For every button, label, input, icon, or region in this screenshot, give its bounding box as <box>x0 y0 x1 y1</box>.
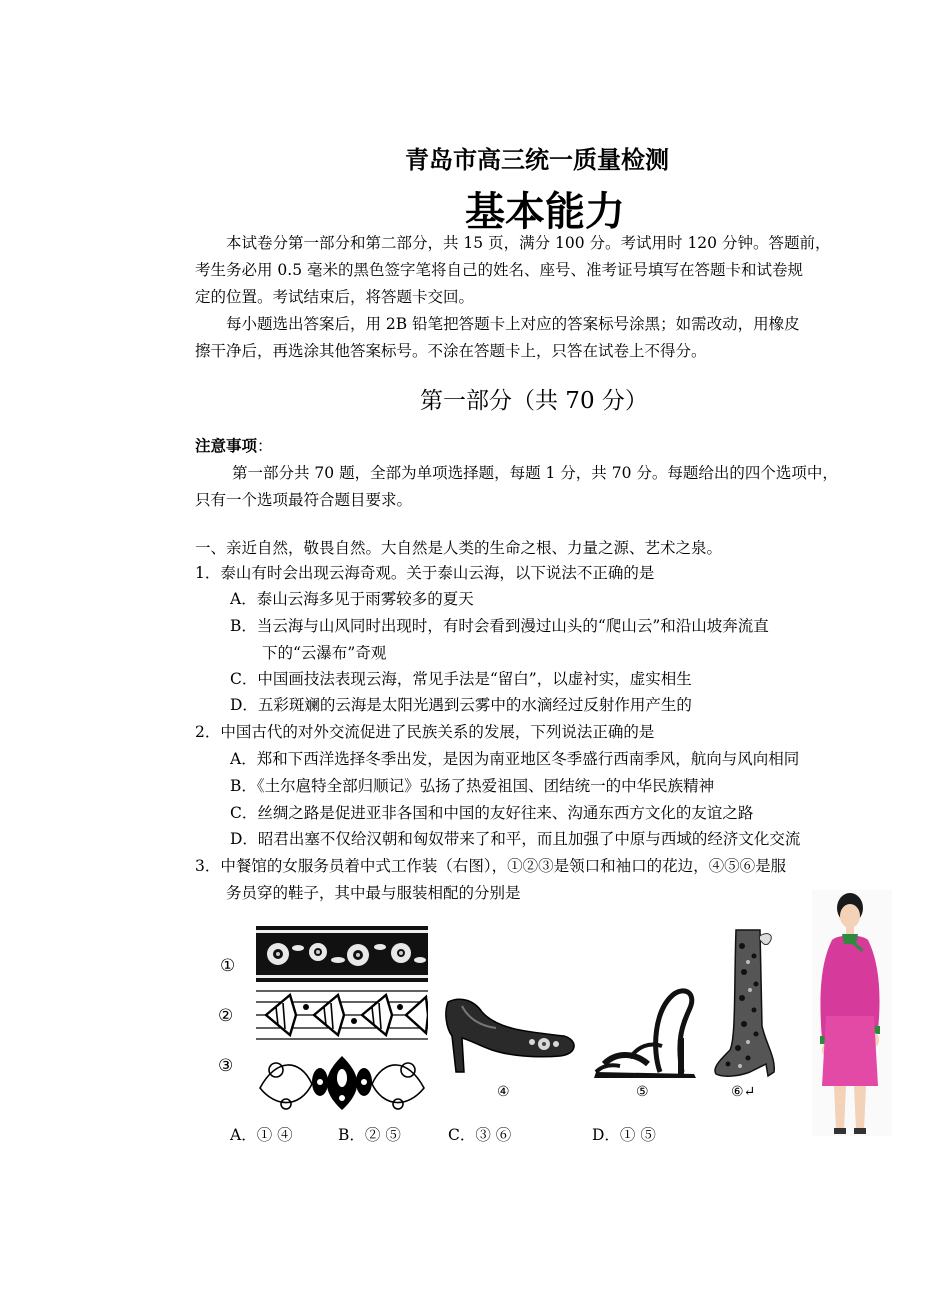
question-stem: 1．泰山有时会出现云海奇观。关于泰山云海，以下说法不正确的是 <box>195 564 655 582</box>
option-d: D．① ⑤ <box>592 1126 656 1144</box>
figure-label: ④ <box>497 1084 510 1100</box>
fish-border-pattern-2 <box>256 987 428 1043</box>
lace-ornament-pattern-3 <box>256 1048 428 1116</box>
figure-label: ② <box>218 1006 234 1026</box>
notice-line: 第一部分共 70 题，全部为单项选择题，每题 1 分，共 70 分。每题给出的四个选项中， <box>232 464 838 482</box>
question-stem: 2．中国古代的对外交流促进了民族关系的发展，下列说法正确的是 <box>195 723 655 741</box>
pump-heel-shoe-4 <box>440 992 580 1076</box>
notice-heading <box>195 433 273 459</box>
option-a: A．郑和下西洋选择冬季出发，是因为南亚地区冬季盛行西南季风，航向与风向相同 <box>230 750 800 768</box>
notice-colon: ： <box>257 437 273 455</box>
intro-line: 考生务必用 0.5 毫米的黑色签字笔将自己的姓名、座号、准考证号填写在答题卡和试卷规 <box>195 261 804 279</box>
intro-line: 本试卷分第一部分和第二部分，共 15 页，满分 100 分。考试用时 120 分钟。答题前， <box>226 234 831 252</box>
option-c: C．中国画技法表现云海，常见手法是“留白”，以虚衬实，虚实相生 <box>230 670 692 688</box>
notice-label: 注意事项 <box>195 436 258 455</box>
option-b: B．② ⑤ <box>338 1126 401 1144</box>
exam-subtitle: 基本能力 <box>465 188 625 235</box>
intro-line: 每小题选出答案后，用 2B 铅笔把答题卡上对应的答案标号涂黑；如需改动，用橡皮 <box>226 315 800 333</box>
option-c: C．③ ⑥ <box>448 1126 512 1144</box>
leopard-boot-shoe-6 <box>710 926 780 1086</box>
exam-title: 青岛市高三统一质量检测 <box>405 145 669 174</box>
question-stem: 3．中餐馆的女服务员着中式工作装（右图），①②③是领口和袖口的花边，④⑤⑥是服 <box>195 857 787 875</box>
figure-label: ① <box>220 956 236 976</box>
strappy-sandal-shoe-5 <box>590 980 702 1080</box>
option-a: A．泰山云海多见于雨雾较多的夏天 <box>230 590 474 608</box>
figure-label: ③ <box>218 1056 234 1076</box>
figure-label: ⑥↵ <box>731 1084 756 1100</box>
question-stem-cont: 务员穿的鞋子，其中最与服装相配的分别是 <box>226 884 521 902</box>
intro-line: 擦干净后，再选涂其他答案标号。不涂在答题卡上，只答在试卷上不得分。 <box>195 342 707 360</box>
floral-border-pattern-1 <box>256 926 428 982</box>
option-b: B．当云海与山风同时出现时，有时会看到漫过山头的“爬山云”和沿山坡奔流直 <box>230 617 769 635</box>
intro-line: 定的位置。考试结束后，将答题卡交回。 <box>195 288 475 306</box>
part-heading: 第一部分（共 70 分） <box>420 388 648 414</box>
option-d: D．昭君出塞不仅给汉朝和匈奴带来了和平，而且加强了中原与西域的经济文化交流 <box>230 830 801 848</box>
option-c: C．丝绸之路是促进亚非各国和中国的友好往来、沟通东西方文化的友谊之路 <box>230 804 754 822</box>
figure-label: ⑤ <box>636 1084 649 1100</box>
notice-line: 只有一个选项最符合题目要求。 <box>195 491 413 509</box>
option-b-cont: 下的“云瀑布”奇观 <box>262 644 387 662</box>
option-b: B．《土尔扈特全部归顺记》弘扬了热爱祖国、团结统一的中华民族精神 <box>230 777 715 795</box>
option-d: D．五彩斑斓的云海是太阳光遇到云雾中的水滴经过反射作用产生的 <box>230 696 692 714</box>
section-heading: 一、亲近自然，敬畏自然。大自然是人类的生命之根、力量之源、艺术之泉。 <box>195 539 723 557</box>
option-a: A．① ④ <box>230 1126 293 1144</box>
waitress-uniform-photo <box>812 890 892 1136</box>
